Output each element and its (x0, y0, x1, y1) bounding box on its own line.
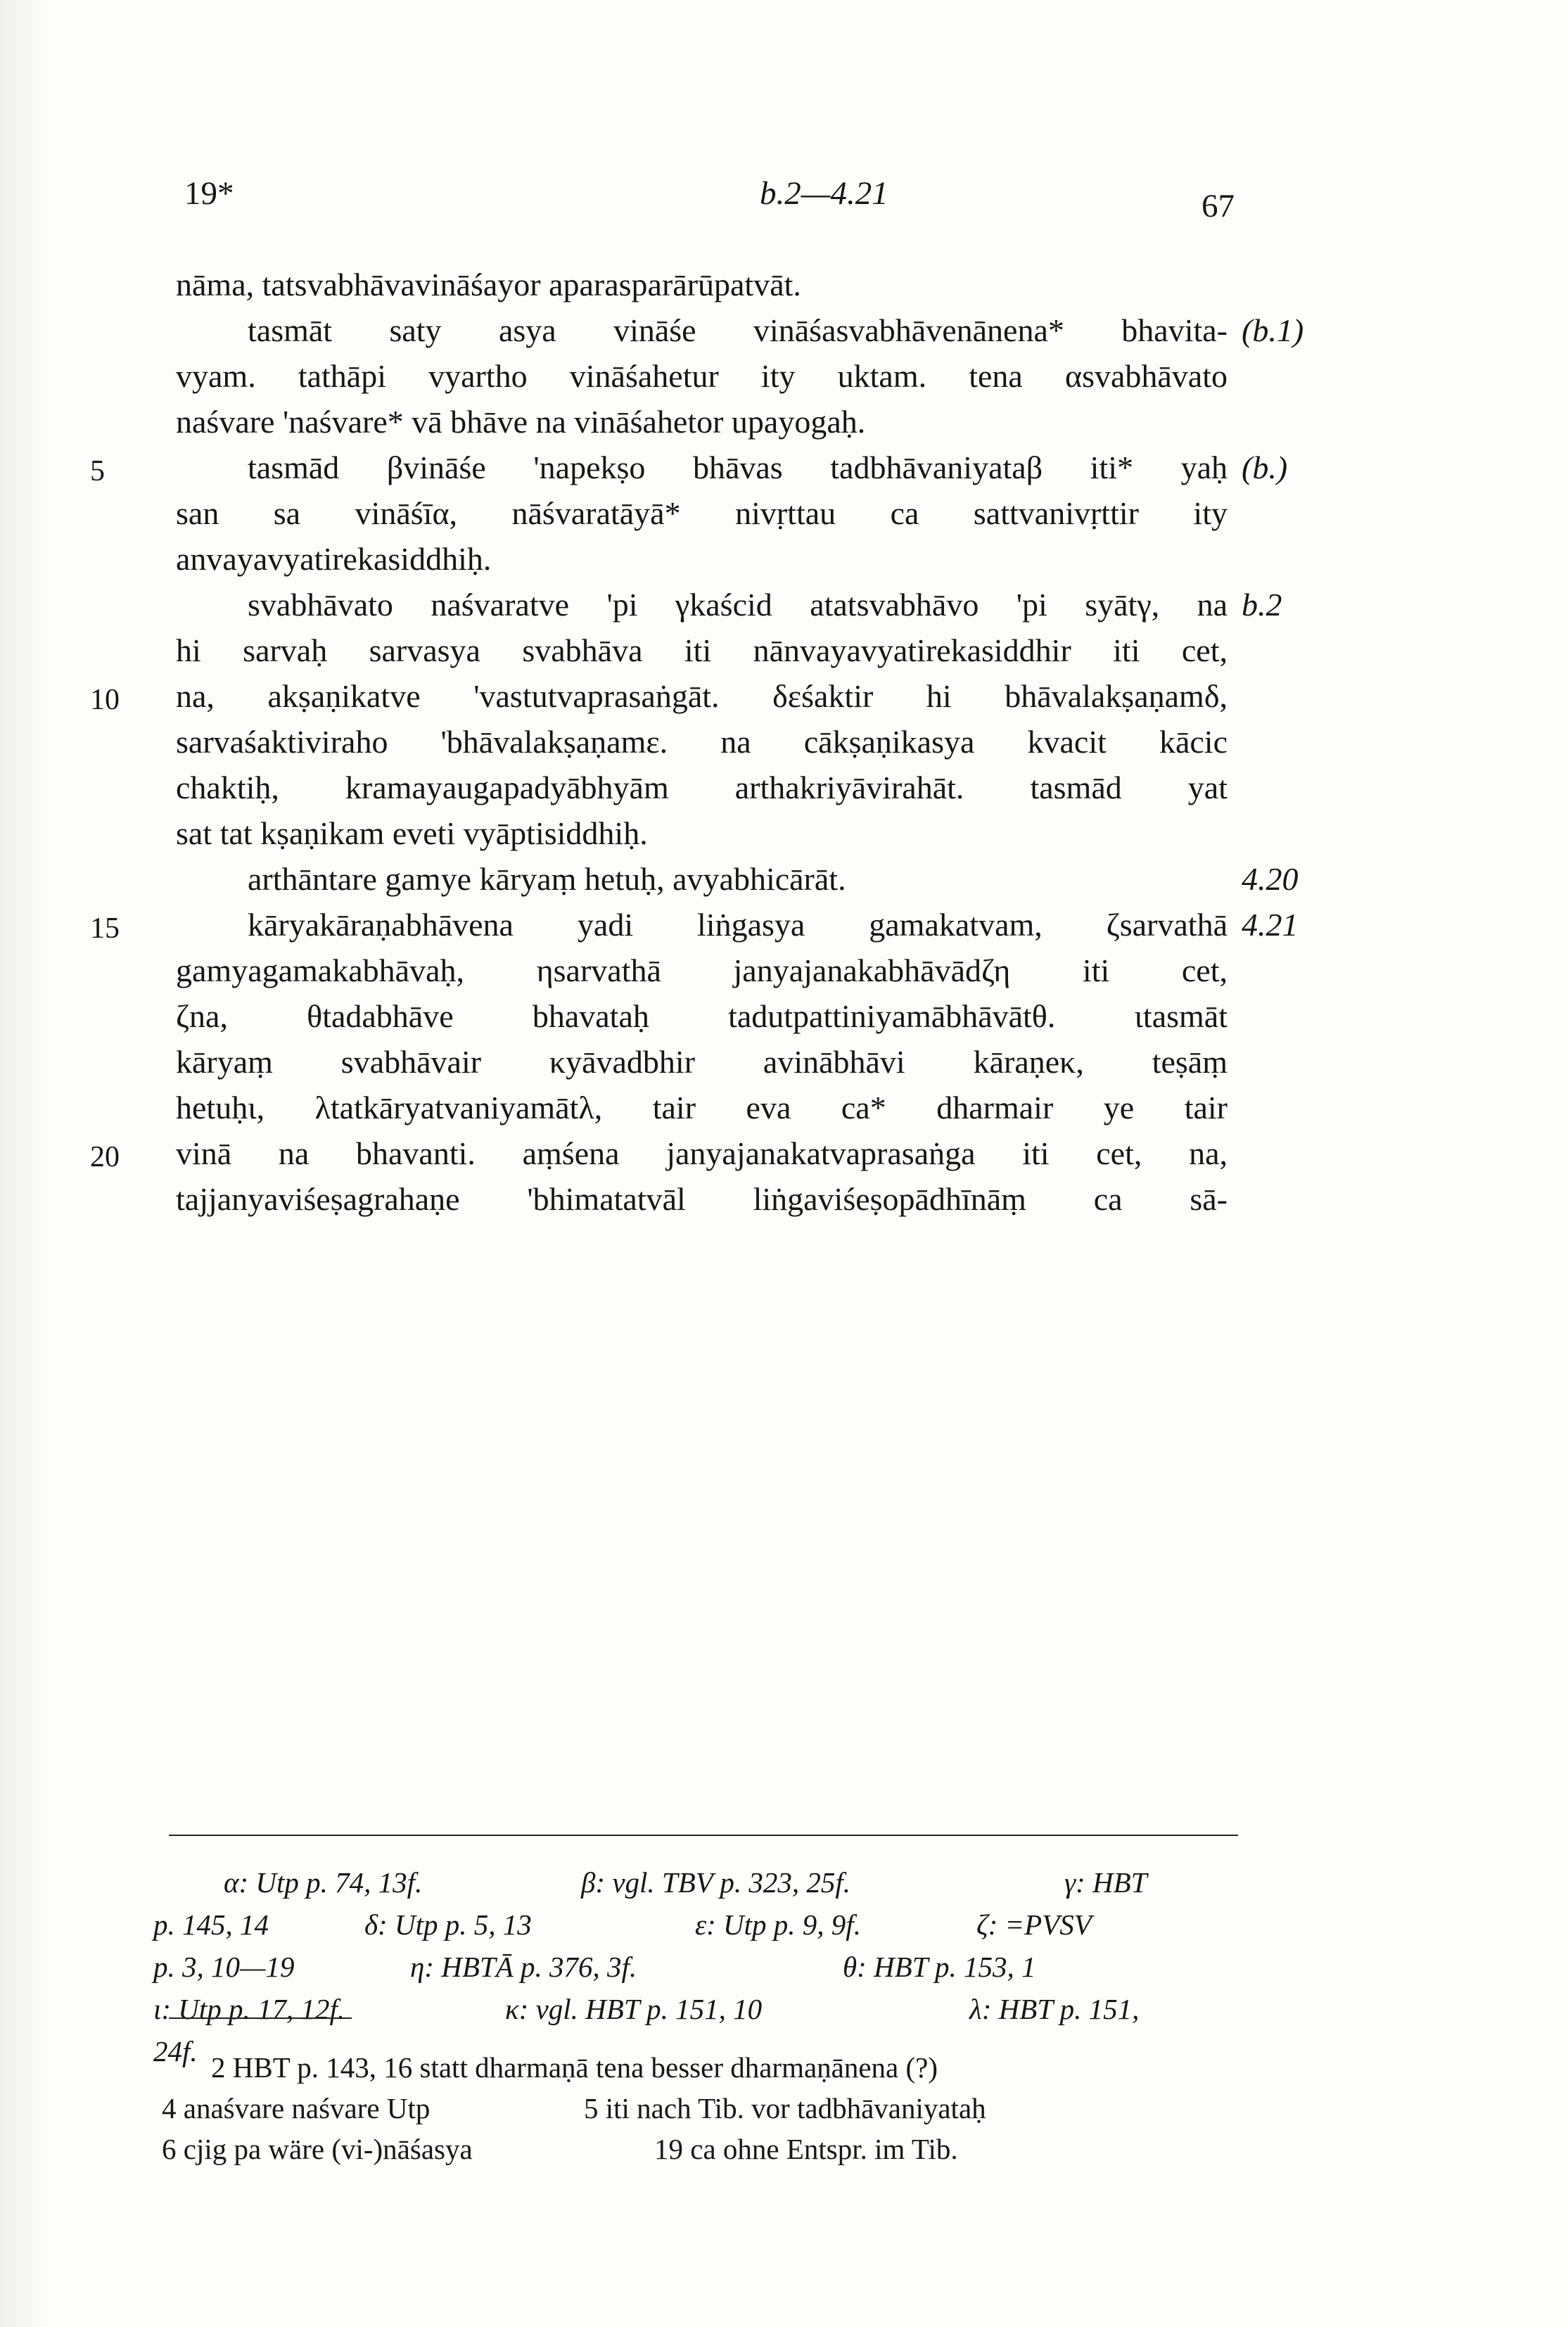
line-text: hi sarvaḥ sarvasya svabhāva iti nānvayavyatirekasiddhir iti cet, (176, 632, 1228, 668)
source-row (153, 1992, 1237, 2034)
source-note: p. 145, 14 (153, 1908, 269, 1941)
source-note: κ: vgl. HBT p. 151, 10 (505, 1993, 763, 2025)
text-line (0, 495, 1568, 540)
variant-row (162, 2051, 1245, 2091)
variant-row (162, 2091, 1245, 2132)
line-text: sat tat kṣaṇikam eveti vyāptisiddhiḥ. (176, 815, 648, 851)
line-text: san sa vināśīα, nāśvaratāyā* nivṛttau ca sattvanivṛttir ity (176, 495, 1228, 531)
header-center: b.2—4.21 (760, 175, 888, 212)
line-text: nāma, tatsvabhāvavināśayor aparasparārūpatvāt. (176, 267, 801, 302)
source-note: η: HBTĀ p. 376, 3f. (410, 1951, 637, 1983)
variant-apparatus (162, 2051, 1245, 2173)
source-row (153, 1950, 1237, 1992)
page-header (0, 174, 1568, 231)
text-line (0, 266, 1568, 312)
line-text: gamyagamakabhāvaḥ, ηsarvathā janyajanakabhāvādζη iti cet, (176, 952, 1228, 988)
text-line (0, 403, 1568, 449)
text-line (0, 357, 1568, 403)
text-line (0, 906, 1568, 952)
source-note: p. 3, 10—19 (153, 1951, 295, 1983)
text-line (0, 1135, 1568, 1180)
line-number: 10 (90, 684, 120, 716)
source-note: α: Utp p. 74, 13f. (224, 1866, 423, 1899)
text-line (0, 952, 1568, 997)
margin-reference: 4.20 (1242, 861, 1299, 897)
text-line (0, 1043, 1568, 1089)
text-line (0, 540, 1568, 586)
text-line (0, 312, 1568, 357)
source-note: γ: HBT (1064, 1866, 1147, 1899)
source-note: ζ: =PVSV (976, 1908, 1092, 1941)
margin-reference: b.2 (1242, 587, 1282, 623)
line-text: sarvaśaktiviraho 'bhāvalakṣaṇamε. na cākṣaṇikasya kvacit kācic (176, 724, 1228, 760)
source-note: δ: Utp p. 5, 13 (364, 1908, 532, 1941)
line-text: vyam. tathāpi vyartho vināśahetur ity uktam. tena αsvabhāvato (176, 358, 1228, 394)
page-number: 67 (1202, 188, 1235, 224)
text-line (0, 677, 1568, 723)
line-text: arthāntare gamye kāryaṃ hetuḥ, avyabhicārāt. (248, 861, 846, 897)
text-line (0, 1089, 1568, 1135)
line-text: tasmāt saty asya vināśe vināśasvabhāvenānena* bhavita- (248, 312, 1228, 348)
source-note: λ: HBT p. 151, (969, 1993, 1140, 2025)
line-text: chaktiḥ, kramayaugapadyābhyām arthakriyāvirahāt. tasmād yat (176, 770, 1228, 805)
main-text (0, 266, 1568, 1226)
source-note: β: vgl. TBV p. 323, 25f. (581, 1866, 850, 1899)
variant-note: 2 HBT p. 143, 16 statt dharmaṇā tena besser dharmaṇānena (?) (211, 2051, 938, 2084)
line-text: naśvare 'naśvare* vā bhāve na vināśahetor upayogaḥ. (176, 404, 866, 440)
line-text: kāryakāraṇabhāvena yadi liṅgasya gamakatvam, ζsarvathā (248, 907, 1228, 943)
source-note: ι: Utp p. 17, 12f. (153, 1993, 345, 2025)
text-line (0, 723, 1568, 769)
header-left: 19* (184, 175, 234, 212)
text-line (0, 632, 1568, 677)
margin-reference: 4.21 (1242, 907, 1299, 943)
variant-rule (169, 2017, 352, 2019)
line-text: anvayavyatirekasiddhiḥ. (176, 541, 492, 577)
line-text: tajjanyaviśeṣagrahaṇe 'bhimatatvāl liṅgaviśeṣopādhīnāṃ ca sā- (176, 1181, 1228, 1217)
text-line (0, 586, 1568, 632)
line-text: hetuḥι, λtatkāryatvaniyamātλ, tair eva ca* dharmair ye tair (176, 1090, 1228, 1126)
line-text: svabhāvato naśvaratve 'pi γkaścid atatsvabhāvo 'pi syātγ, na (248, 587, 1228, 623)
text-line (0, 449, 1568, 495)
line-number: 5 (90, 455, 105, 487)
margin-reference: (b.1) (1242, 312, 1304, 348)
text-line (0, 815, 1568, 860)
source-note: ε: Utp p. 9, 9f. (695, 1908, 861, 1941)
source-note: θ: HBT p. 153, 1 (843, 1951, 1036, 1983)
text-line (0, 769, 1568, 815)
source-row (153, 1908, 1237, 1950)
variant-note: 5 iti nach Tib. vor tadbhāvaniyataḥ (584, 2092, 986, 2124)
line-text: kāryaṃ svabhāvair κyāvadbhir avinābhāvi kāraṇeκ, teṣāṃ (176, 1044, 1228, 1080)
line-text: na, akṣaṇikatve 'vastutvaprasaṅgāt. δεśaktir hi bhāvalakṣaṇamδ, (176, 678, 1228, 714)
line-text: ζna, θtadabhāve bhavataḥ tadutpattiniyamābhāvātθ. ιtasmāt (176, 998, 1228, 1034)
line-text: tasmād βvināśe 'napekṣo bhāvas tadbhāvaniyataβ iti* yaḥ (248, 450, 1228, 485)
source-apparatus (153, 1866, 1237, 2077)
variant-note: 6 cjig pa wäre (vi-)nāśasya (162, 2133, 473, 2165)
line-text: vinā na bhavanti. aṃśena janyajanakatvaprasaṅga iti cet, na, (176, 1135, 1228, 1171)
line-number: 20 (90, 1141, 120, 1173)
variant-note: 4 anaśvare naśvare Utp (162, 2092, 431, 2124)
source-row (153, 1866, 1237, 1908)
source-note: 24f. (153, 2035, 198, 2067)
text-line (0, 860, 1568, 906)
margin-reference: (b.) (1242, 450, 1288, 485)
variant-row (162, 2132, 1245, 2173)
variant-note: 19 ca ohne Entspr. im Tib. (654, 2133, 958, 2165)
footnote-rule (169, 1835, 1238, 1836)
text-line (0, 1180, 1568, 1226)
text-line (0, 997, 1568, 1043)
line-number: 15 (90, 912, 120, 945)
